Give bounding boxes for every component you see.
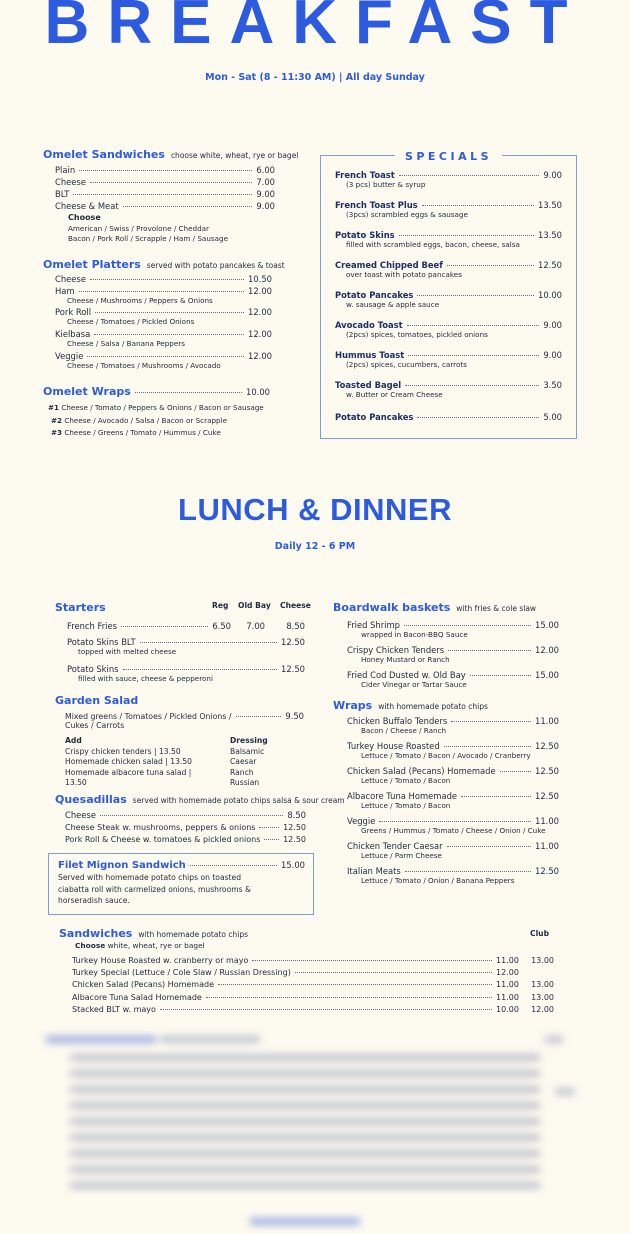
menu-item — [72, 979, 554, 991]
item-name: Avocado Toast — [335, 320, 403, 330]
item-description: topped with melted cheese — [78, 647, 177, 656]
wrap-option — [48, 427, 264, 440]
item-price: 7.00 — [256, 177, 275, 187]
item-description: Honey Mustard or Ranch — [361, 655, 450, 664]
item-name: Potato Pancakes — [335, 412, 414, 422]
add-item: Crispy chicken tenders | 13.50 — [65, 746, 181, 756]
section-note: choose white, wheat, rye or bagel — [170, 151, 299, 160]
item-name: Chicken Salad (Pecans) Homemade — [72, 980, 214, 990]
item-name: Cheese Steak w. mushrooms, peppers & onions — [65, 822, 256, 832]
item-description: Cheese / Mushrooms / Peppers & Onions — [67, 296, 213, 305]
item-price: 12.00 — [248, 307, 272, 317]
menu-item — [55, 200, 275, 212]
item-name: Kielbasa — [55, 329, 91, 339]
item-name: Chicken Buffalo Tenders — [347, 716, 448, 726]
item-name: Veggie — [347, 816, 376, 826]
menu-item — [67, 637, 305, 664]
garden-salad-heading: Garden Salad — [55, 694, 139, 707]
item-name: Turkey House Roasted — [347, 741, 440, 751]
dressing-option: Caesar — [230, 757, 257, 767]
option-number: #2 — [51, 415, 63, 425]
item-name: Potato Skins — [335, 230, 395, 240]
item-name: French Toast Plus — [335, 200, 418, 210]
section-title: Wraps — [333, 699, 373, 712]
item-description: Cheese / Tomatoes / Pickled Onions — [67, 317, 195, 326]
boardwalk-list — [347, 620, 559, 689]
item-description: Lettuce / Tomato / Bacon — [361, 801, 451, 810]
club-price: 12.00 — [531, 1004, 554, 1014]
add-item: Homemade chicken salad | 13.50 — [65, 757, 192, 767]
wraps-heading — [333, 699, 488, 712]
item-price: 12.00 — [535, 645, 559, 655]
item-price: 10.00 — [538, 290, 562, 300]
item-name: Filet Mignon Sandwich — [58, 860, 186, 871]
option-text: Cheese / Tomato / Peppers & Onions / Bacon or Sausage — [61, 403, 264, 412]
item-name: Hummus Toast — [335, 350, 405, 360]
item-description: Served with homemade potato chips on toasted — [58, 873, 242, 882]
item-name: Cheese — [55, 177, 86, 187]
price-oldbay: 7.00 — [246, 621, 265, 631]
omelet-wraps-options — [48, 402, 264, 440]
omelet-platters-list — [55, 274, 272, 372]
section-title: Omelet Platters — [43, 258, 141, 271]
item-name: Fried Cod Dusted w. Old Bay — [347, 670, 466, 680]
section-title: Omelet Wraps — [43, 385, 131, 398]
wraps-list — [347, 716, 559, 885]
price-cheese: 8.50 — [286, 621, 305, 631]
menu-item — [335, 170, 562, 200]
item-name: Crispy Chicken Tenders — [347, 645, 445, 655]
item-description: Lettuce / Tomato / Bacon — [361, 776, 451, 785]
item-price: 12.50 — [535, 741, 559, 751]
item-description: Cheese / Tomatoes / Mushrooms / Avocado — [67, 361, 221, 370]
item-price: 12.50 — [535, 791, 559, 801]
item-price: 3.50 — [543, 380, 562, 390]
specials-list — [335, 170, 562, 422]
menu-item — [55, 188, 275, 200]
item-price: 15.00 — [535, 620, 559, 630]
wrap-option — [48, 415, 264, 428]
section-title: Omelet Sandwiches — [43, 148, 165, 161]
menu-item — [72, 955, 554, 967]
item-name: Cheese & Meat — [55, 201, 119, 211]
option-text: Cheese / Greens / Tomato / Hummus / Cuke — [64, 428, 221, 437]
item-price: 8.50 — [287, 810, 306, 820]
omelet-platters-heading — [43, 258, 285, 271]
item-price: 9.00 — [543, 170, 562, 180]
item-name: Chicken Salad (Pecans) Homemade — [347, 766, 496, 776]
item-name: Potato Pancakes — [335, 290, 414, 300]
menu-item — [335, 380, 562, 412]
omelet-sandwiches-heading — [43, 148, 298, 161]
item-description: Greens / Hummus / Tomato / Cheese / Onion / Cuke — [361, 826, 546, 835]
dressing-option: Ranch — [230, 767, 254, 777]
item-price: 9.00 — [256, 189, 275, 199]
add-item: Homemade albacore tuna salad | — [65, 767, 192, 777]
item-description: Lettuce / Tomato / Onion / Banana Peppers — [361, 876, 515, 885]
club-price: 13.00 — [531, 956, 554, 965]
dressing-option: Russian — [230, 778, 260, 788]
item-price: 12.50 — [538, 260, 562, 270]
menu-item — [347, 866, 559, 885]
item-description: (2pcs) spices, tomatoes, pickled onions — [346, 330, 488, 339]
menu-item — [55, 351, 272, 372]
item-price: 6.00 — [256, 165, 275, 175]
item-price: 10.50 — [248, 274, 272, 284]
item-name: Fried Shrimp — [347, 620, 400, 630]
item-price: 15.00 — [281, 860, 305, 870]
item-price: 12.50 — [283, 835, 306, 845]
specials-title-text: SPECIALS — [395, 150, 502, 163]
omelet-wraps-heading — [43, 385, 270, 398]
item-description: filled with scrambled eggs, bacon, cheese, salsa — [346, 240, 520, 249]
option-number: #3 — [51, 428, 63, 437]
menu-item — [335, 290, 562, 320]
menu-item — [55, 286, 272, 307]
item-name: Turkey House Roasted w. cranberry or mayo — [72, 956, 249, 965]
section-note: with homemade potato chips — [378, 702, 488, 711]
item-price: 11.00 — [496, 956, 519, 965]
item-price: 11.00 — [535, 841, 559, 851]
menu-item — [55, 176, 275, 188]
price-reg: 6.50 — [212, 621, 231, 631]
item-price: 11.00 — [496, 980, 519, 990]
menu-item — [65, 809, 306, 822]
item-name: BLT — [55, 189, 70, 199]
menu-item — [335, 260, 562, 290]
menu-item — [335, 320, 562, 350]
dressing-label: Dressing — [230, 736, 268, 745]
item-price: 9.50 — [285, 711, 304, 721]
boardwalk-heading — [333, 601, 536, 614]
omelet-sandwiches-list — [55, 164, 275, 245]
menu-item — [347, 791, 559, 816]
item-price: 15.00 — [535, 670, 559, 680]
menu-item — [347, 670, 559, 689]
menu-item — [347, 645, 559, 670]
club-price: 13.00 — [531, 980, 554, 990]
item-description: over toast with potato pancakes — [346, 270, 462, 279]
item-price: 5.00 — [543, 412, 562, 422]
menu-item-french-fries — [67, 621, 305, 631]
item-price: 10.00 — [496, 1004, 519, 1014]
menu-item — [55, 329, 272, 351]
item-price: 13.50 — [538, 230, 562, 240]
item-description: filled with sauce, cheese & pepperoni — [78, 674, 213, 683]
item-name: Stacked BLT w. mayo — [72, 1004, 156, 1014]
item-name: Creamed Chipped Beef — [335, 260, 443, 270]
section-title: Boardwalk baskets — [333, 601, 451, 614]
sandwiches-heading — [59, 927, 248, 940]
quesadillas-list — [65, 809, 306, 847]
choose-label: Choose — [75, 941, 106, 950]
add-item: 13.50 — [65, 778, 87, 788]
menu-item — [65, 834, 306, 847]
menu-item — [55, 164, 275, 176]
item-name: Pork Roll — [55, 307, 92, 317]
item-name: Potato Skins BLT — [67, 637, 136, 647]
menu-item — [335, 230, 562, 260]
club-price: 13.00 — [531, 992, 554, 1002]
menu-item — [67, 664, 305, 683]
item-description: (2pcs) spices, cucumbers, carrots — [346, 360, 467, 369]
menu-item — [72, 1004, 554, 1016]
item-price: 12.00 — [248, 329, 272, 339]
item-price: 12.50 — [283, 822, 306, 832]
item-description: w. sausage & apple sauce — [346, 300, 440, 309]
menu-item — [55, 307, 272, 329]
menu-item — [347, 816, 559, 841]
item-price: 9.00 — [543, 320, 562, 330]
menu-item — [335, 200, 562, 230]
add-label: Add — [65, 736, 82, 745]
item-description: ciabatta roll with carmelized onions, mushrooms & — [58, 884, 251, 894]
item-description: horseradish sauce. — [58, 896, 130, 905]
item-name: Cheese — [55, 274, 86, 284]
menu-item — [347, 766, 559, 791]
item-name: Italian Meats — [347, 866, 401, 876]
item-price: 12.00 — [248, 286, 272, 296]
item-description: Lettuce / Parm Cheese — [361, 851, 442, 860]
item-price: 13.50 — [538, 200, 562, 210]
item-price: 11.00 — [496, 992, 519, 1002]
item-price: 10.00 — [246, 387, 270, 397]
salad-dressing-list — [230, 736, 268, 789]
item-name: Veggie — [55, 351, 84, 361]
specials-title — [320, 150, 577, 163]
menu-item — [65, 822, 306, 835]
section-note: with fries & cole slaw — [456, 604, 537, 613]
item-name: Cheese — [65, 810, 96, 820]
item-name: Potato Skins — [67, 664, 119, 674]
garden-salad-desc — [65, 711, 304, 730]
breakfast-title: BREAKFAST — [44, 0, 586, 57]
item-description: Bacon / Cheese / Ranch — [361, 726, 447, 735]
item-price: 11.00 — [535, 716, 559, 726]
item-name: Albacore Tuna Homemade — [347, 791, 458, 801]
choose-meat: Bacon / Pork Roll / Scrapple / Ham / Sausage — [68, 234, 229, 243]
item-name: Plain — [55, 165, 76, 175]
salad-desc-2: Cukes / Carrots — [65, 721, 125, 730]
choose-cheese: American / Swiss / Provolone / Cheddar — [68, 223, 210, 233]
item-description: (3pcs) scrambled eggs & sausage — [346, 210, 468, 219]
filet-mignon-item — [58, 860, 305, 907]
menu-item — [347, 741, 559, 766]
item-price: 12.00 — [496, 968, 519, 978]
lunch-hours: Daily 12 - 6 PM — [274, 541, 356, 552]
menu-item — [55, 274, 272, 286]
item-name: Albacore Tuna Salad Homemade — [72, 992, 202, 1002]
option-text: Cheese / Avocado / Salsa / Bacon or Scrapple — [64, 415, 228, 425]
item-price: 9.00 — [256, 201, 275, 211]
item-name: Turkey Special (Lettuce / Cole Slaw / Russian Dressing) — [72, 968, 291, 978]
item-description: w. Butter or Cream Cheese — [346, 390, 443, 399]
menu-item — [347, 620, 559, 645]
item-name: Ham — [55, 286, 75, 296]
item-description: (3 pcs) butter & syrup — [346, 180, 426, 189]
menu-item — [72, 967, 554, 979]
item-name: Pork Roll & Cheese w. tomatoes & pickled onions — [65, 835, 261, 845]
item-price: 12.50 — [535, 866, 559, 876]
salad-add-list — [65, 736, 235, 789]
option-number: #1 — [48, 403, 60, 412]
item-price: 12.50 — [281, 637, 305, 647]
sandwiches-choose — [75, 941, 205, 950]
section-note: served with potato pancakes & toast — [146, 261, 285, 270]
quesadillas-heading — [55, 793, 345, 806]
club-column-label: Club — [530, 929, 550, 938]
starters-list — [67, 637, 305, 683]
blurred-menu-section — [40, 1030, 588, 1234]
lunch-dinner-title: LUNCH & DINNER — [178, 492, 452, 527]
choose-label: Choose — [68, 213, 101, 222]
col-cheese: Cheese — [280, 601, 311, 610]
menu-item — [72, 992, 554, 1004]
section-title: Sandwiches — [59, 927, 133, 940]
menu-item — [347, 716, 559, 741]
item-name: French Toast — [335, 170, 395, 180]
item-name: French Fries — [67, 621, 117, 631]
item-price: 12.00 — [248, 351, 272, 361]
sandwiches-list — [72, 955, 554, 1016]
menu-item — [335, 350, 562, 380]
dressing-option: Balsamic — [230, 746, 265, 756]
item-description: wrapped in Bacon-BBQ Sauce — [361, 630, 468, 639]
item-price: 12.50 — [281, 664, 305, 674]
section-note: served with homemade potato chips salsa & sour cream — [132, 796, 345, 805]
item-description: Cider Vinegar or Tartar Sauce — [361, 680, 467, 689]
col-oldbay: Old Bay — [238, 601, 271, 610]
item-description: Lettuce / Tomato / Bacon / Avocado / Cranberry — [361, 751, 531, 760]
section-note: with homemade potato chips — [138, 930, 248, 939]
salad-desc: Mixed greens / Tomatoes / Pickled Onions / — [65, 712, 232, 721]
col-reg: Reg — [212, 601, 229, 610]
item-description: Cheese / Salsa / Banana Peppers — [67, 339, 185, 348]
item-name: Chicken Tender Caesar — [347, 841, 443, 851]
section-title: Quesadillas — [55, 793, 127, 806]
item-name: Toasted Bagel — [335, 380, 402, 390]
item-price: 9.00 — [543, 350, 562, 360]
menu-item — [335, 412, 562, 422]
starters-heading: Starters — [55, 601, 106, 614]
menu-item — [347, 841, 559, 866]
item-price: 11.00 — [535, 816, 559, 826]
breakfast-hours: Mon - Sat (8 - 11:30 AM) | All day Sunday — [205, 72, 425, 83]
wrap-option — [48, 402, 264, 415]
item-price: 12.50 — [535, 766, 559, 776]
choose-text: white, wheat, rye or bagel — [107, 941, 205, 950]
